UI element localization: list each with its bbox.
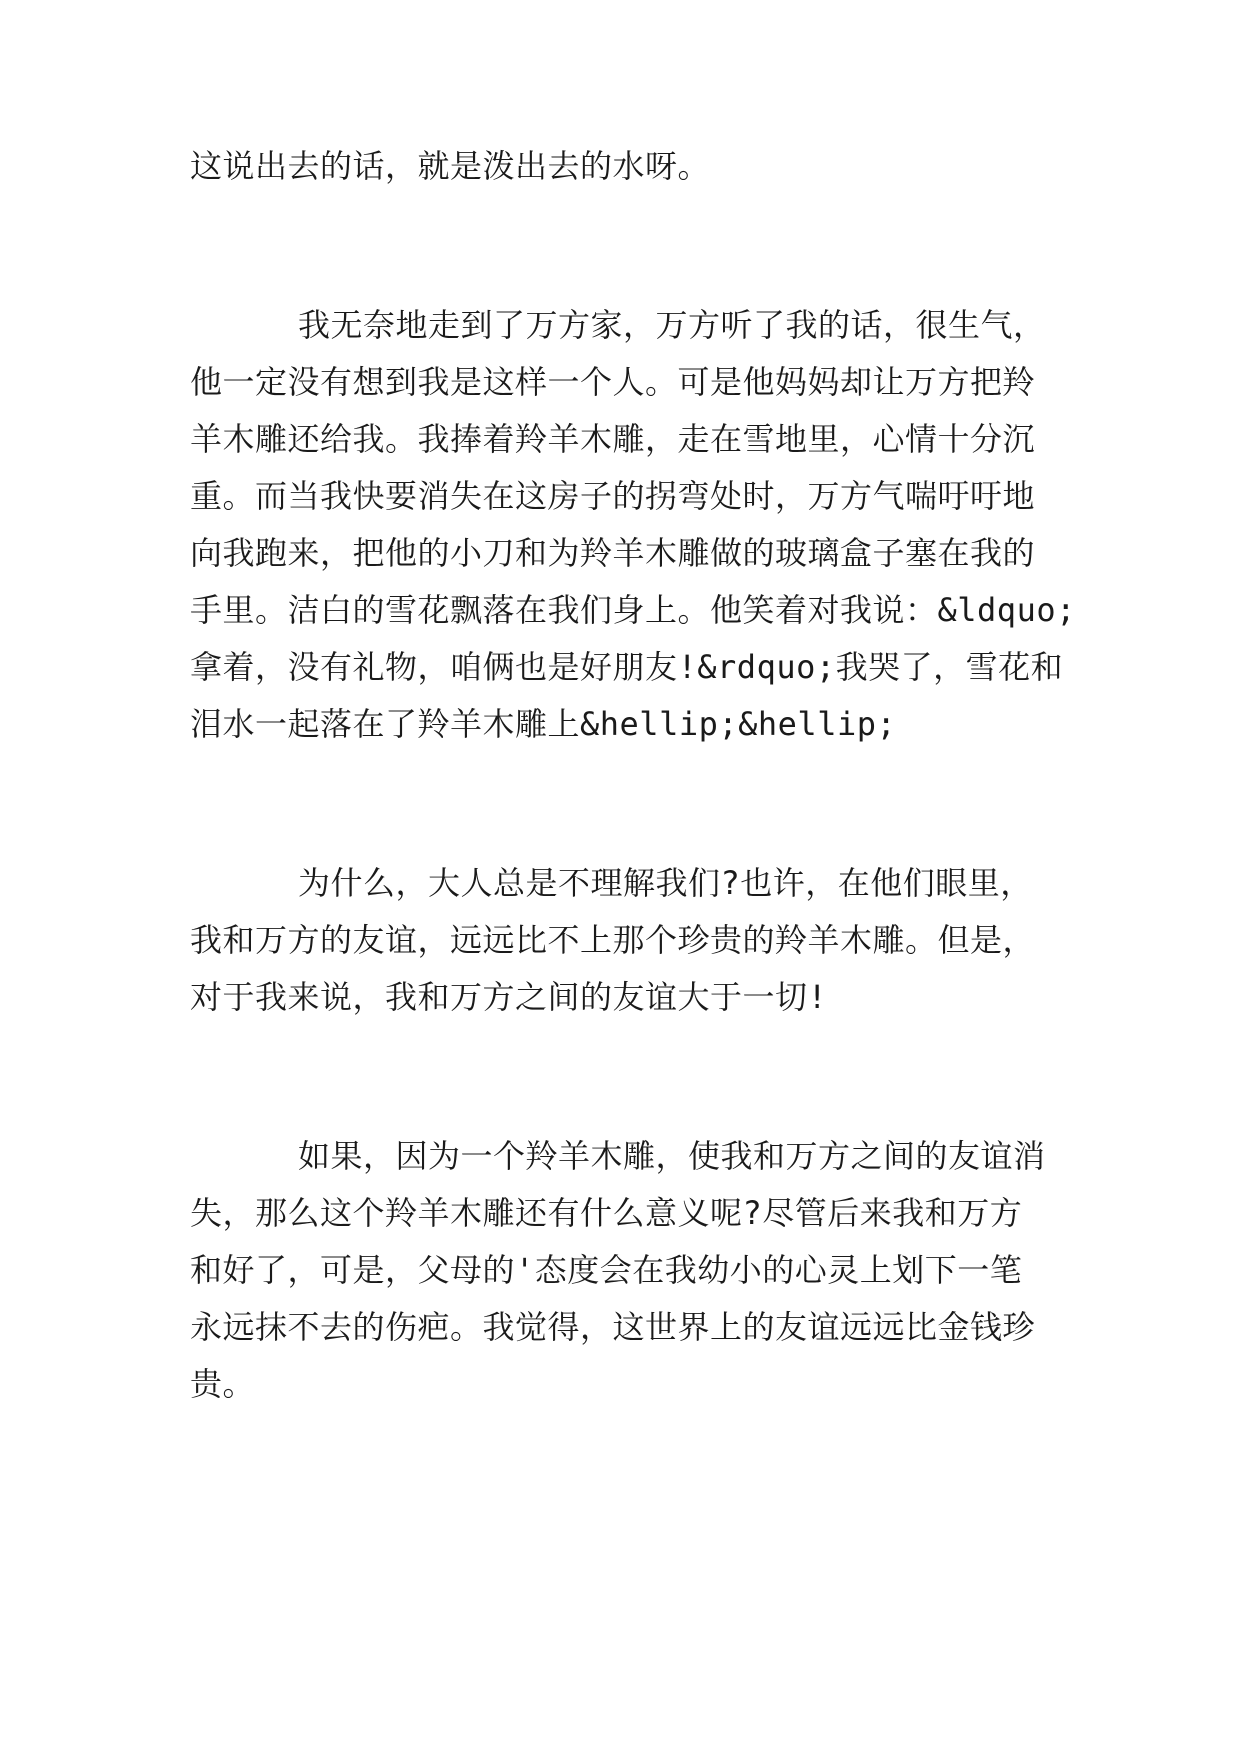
paragraph-2-line-3: 羊木雕还给我。我捧着羚羊木雕，走在雪地里，心情十分沉: [190, 420, 1036, 458]
paragraph-4-line-3: 和好了，可是，父母的'态度会在我幼小的心灵上划下一笔: [190, 1251, 1023, 1289]
paragraph-2-line-7: 拿着，没有礼物，咱俩也是好朋友!&rdquo;我哭了，雪花和: [190, 648, 1064, 686]
paragraph-2-line-2: 他一定没有想到我是这样一个人。可是他妈妈却让万方把羚: [190, 363, 1036, 401]
paragraph-1-line-1: 这说出去的话，就是泼出去的水呀。: [190, 147, 711, 185]
paragraph-4-line-5: 贵。: [190, 1365, 256, 1403]
paragraph-4-line-2: 失，那么这个羚羊木雕还有什么意义呢?尽管后来我和万方: [190, 1194, 1023, 1232]
paragraph-2-line-1: 我无奈地走到了万方家，万方听了我的话，很生气，: [298, 306, 1046, 344]
paragraph-3-line-2: 我和万方的友谊，远远比不上那个珍贵的羚羊木雕。但是，: [190, 921, 1036, 959]
paragraph-4-line-4: 永远抹不去的伤疤。我觉得，这世界上的友谊远远比金钱珍: [190, 1308, 1036, 1346]
paragraph-2-line-6: 手里。洁白的雪花飘落在我们身上。他笑着对我说：&ldquo;: [190, 591, 1076, 629]
paragraph-2-line-5: 向我跑来，把他的小刀和为羚羊木雕做的玻璃盒子塞在我的: [190, 534, 1036, 572]
paragraph-2-line-4: 重。而当我快要消失在这房子的拐弯处时，万方气喘吁吁地: [190, 477, 1036, 515]
paragraph-3-line-3: 对于我来说，我和万方之间的友谊大于一切!: [190, 978, 828, 1016]
paragraph-2-line-8: 泪水一起落在了羚羊木雕上&hellip;&hellip;: [190, 705, 897, 743]
paragraph-3-line-1: 为什么，大人总是不理解我们?也许，在他们眼里，: [298, 864, 1033, 902]
paragraph-4-line-1: 如果，因为一个羚羊木雕，使我和万方之间的友谊消: [298, 1137, 1046, 1175]
